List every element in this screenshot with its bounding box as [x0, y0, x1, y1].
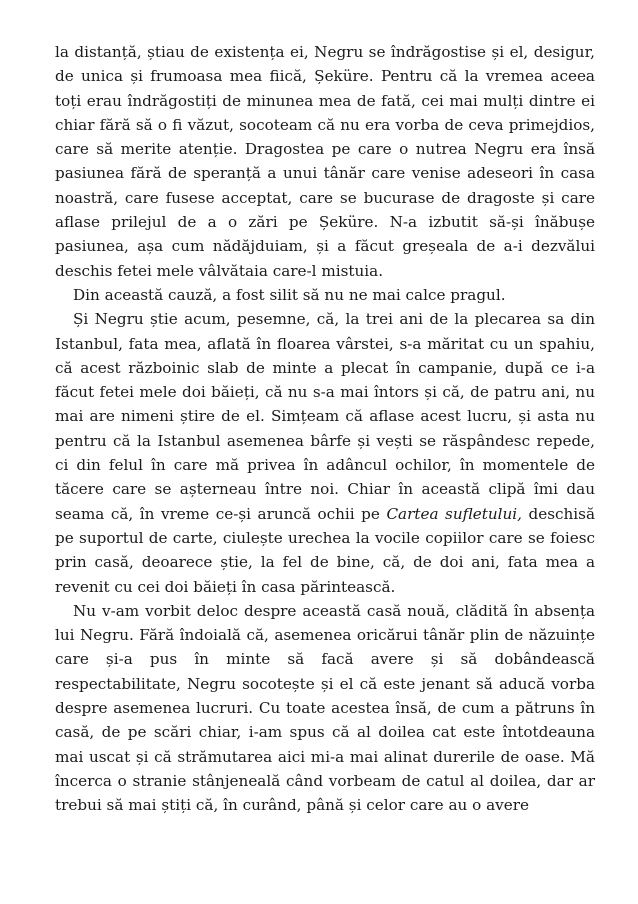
paragraph-2-text: Din această cauză, a fost silit să nu ne mai calce pragul.	[73, 285, 506, 304]
paragraph-3-text-a: Și Negru știe acum, pesemne, că, la trei ani de la plecarea sa din Istanbul, fata mea, aflată în floarea vârstei, s-a măritat cu un spahiu, că acest războinic slab de minte a plecat în campanie, după ce i-a făcut fetei mele doi băieți, că nu s-a mai întors și că, de patru ani, nu mai are nimeni știre de el. Simțeam că aflase acest lucru, și asta nu pentru că la Istanbul asemenea bârfe și vești se răspândesc repede, ci din felul în care mă privea în adâncul ochilor, în momentele de tăcere care se așterneau între noi. Chiar în această clipă îmi dau seama că, în vreme ce-și aruncă ochii pe	[55, 310, 595, 523]
paragraph-1-text: la distanță, știau de existența ei, Negru se îndrăgostise și el, desigur, de unica și frumoasa mea fiică, Șeküre. Pentru că la vremea aceea toți erau îndrăgostiți de minunea mea de fată, cei mai mulți dintre ei chiar fără să o fi văzut, socoteam că nu era vorba de ceva primejdios, care să merite atenție. Dragostea pe care o nutrea Negru era însă pasiunea fără de speranță a unui tânăr care venise adeseori în casa noastră, care fusese acceptat, care se bucurase de dragoste și care aflase prilejul de a o zări pe Șeküre. N-a izbutit să-și înăbușe pasiunea, așa cum nădăjduiam, și a făcut greșeala de a-i dezvălui deschis fetei mele vâlvătaia care-l mistuia.	[55, 43, 595, 280]
document-page	[55, 40, 595, 818]
book-title-italic: Cartea sufletului,	[386, 504, 522, 523]
paragraph-3	[55, 307, 595, 599]
paragraph-3-text-b: deschisă pe suportul de carte, ciulește urechea la vocile copiilor care se foiesc prin casă, deoarece știe, la fel de bine, că, de doi ani, fata mea a revenit cu cei doi băieți în casa părintească.	[55, 504, 596, 596]
paragraph-1	[55, 40, 595, 283]
paragraph-2	[55, 283, 595, 307]
paragraph-4	[55, 599, 595, 818]
paragraph-4-text: Nu v-am vorbit deloc despre această casă nouă, clădită în absența lui Negru. Fără îndoială că, asemenea oricărui tânăr plin de năzuințe care și-a pus în minte să facă avere și să dobândească respectabilitate, Negru socotește și el că este jenant să aducă vorba despre asemenea lucruri. Cu toate acestea însă, de cum a pătruns în casă, de pe scări chiar, i-am spus că al doilea cat este întotdeauna mai uscat și că strămutarea aici mi-a mai alinat durerile de oase. Mă încerca o stranie stânjeneală când vorbeam de catul al doilea, dar ar trebui să mai știți că, în curând, până și celor care au o avere	[55, 601, 595, 815]
